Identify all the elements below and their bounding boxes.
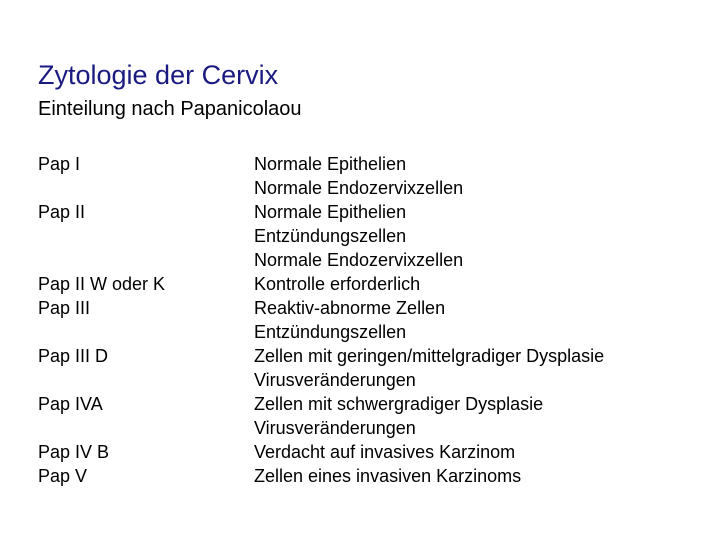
classification-row <box>38 176 708 200</box>
classification-row <box>38 320 708 344</box>
pap-class-label <box>38 320 254 344</box>
classification-row <box>38 224 708 248</box>
classification-row <box>38 248 708 272</box>
pap-class-description: Normale Epithelien <box>254 154 407 174</box>
pap-class-label <box>38 368 254 392</box>
pap-class-label: Pap I <box>38 154 81 174</box>
classification-row <box>38 464 708 488</box>
pap-class-description: Zellen mit schwergradiger Dysplasie <box>254 394 544 414</box>
pap-class-description: Virusveränderungen <box>254 370 416 390</box>
classification-row <box>38 152 708 176</box>
pap-class-label: Pap III <box>38 298 91 318</box>
classification-row <box>38 200 708 224</box>
pap-class-label: Pap IVA <box>38 394 103 414</box>
pap-class-label <box>38 416 254 440</box>
classification-row <box>38 296 708 320</box>
pap-class-label <box>38 224 254 248</box>
pap-class-description: Zellen mit geringen/mittelgradiger Dysplasie <box>254 346 605 366</box>
pap-class-description: Entzündungszellen <box>254 322 407 342</box>
pap-class-description: Virusveränderungen <box>254 418 416 438</box>
pap-class-label: Pap V <box>38 466 88 486</box>
classification-row <box>38 392 708 416</box>
slide-subtitle: Einteilung nach Papanicolaou <box>38 98 302 120</box>
pap-class-description: Normale Epithelien <box>254 202 407 222</box>
pap-class-label: Pap II W oder K <box>38 274 166 294</box>
pap-class-description: Kontrolle erforderlich <box>254 274 421 294</box>
classification-row <box>38 344 708 368</box>
pap-class-description: Reaktiv-abnorme Zellen <box>254 298 446 318</box>
slide-title: Zytologie der Cervix <box>38 60 279 90</box>
classification-list <box>38 152 708 488</box>
pap-class-description: Zellen eines invasiven Karzinoms <box>254 466 522 486</box>
pap-class-label: Pap IV B <box>38 442 110 462</box>
pap-class-label <box>38 176 254 200</box>
classification-row <box>38 368 708 392</box>
pap-class-description: Entzündungszellen <box>254 226 407 246</box>
pap-class-description: Normale Endozervixzellen <box>254 178 464 198</box>
classification-row <box>38 272 708 296</box>
pap-class-description: Verdacht auf invasives Karzinom <box>254 442 516 462</box>
pap-class-label: Pap II <box>38 202 86 222</box>
pap-class-description: Normale Endozervixzellen <box>254 250 464 270</box>
classification-row <box>38 416 708 440</box>
classification-row <box>38 440 708 464</box>
pap-class-label: Pap III D <box>38 346 109 366</box>
pap-class-label <box>38 248 254 272</box>
